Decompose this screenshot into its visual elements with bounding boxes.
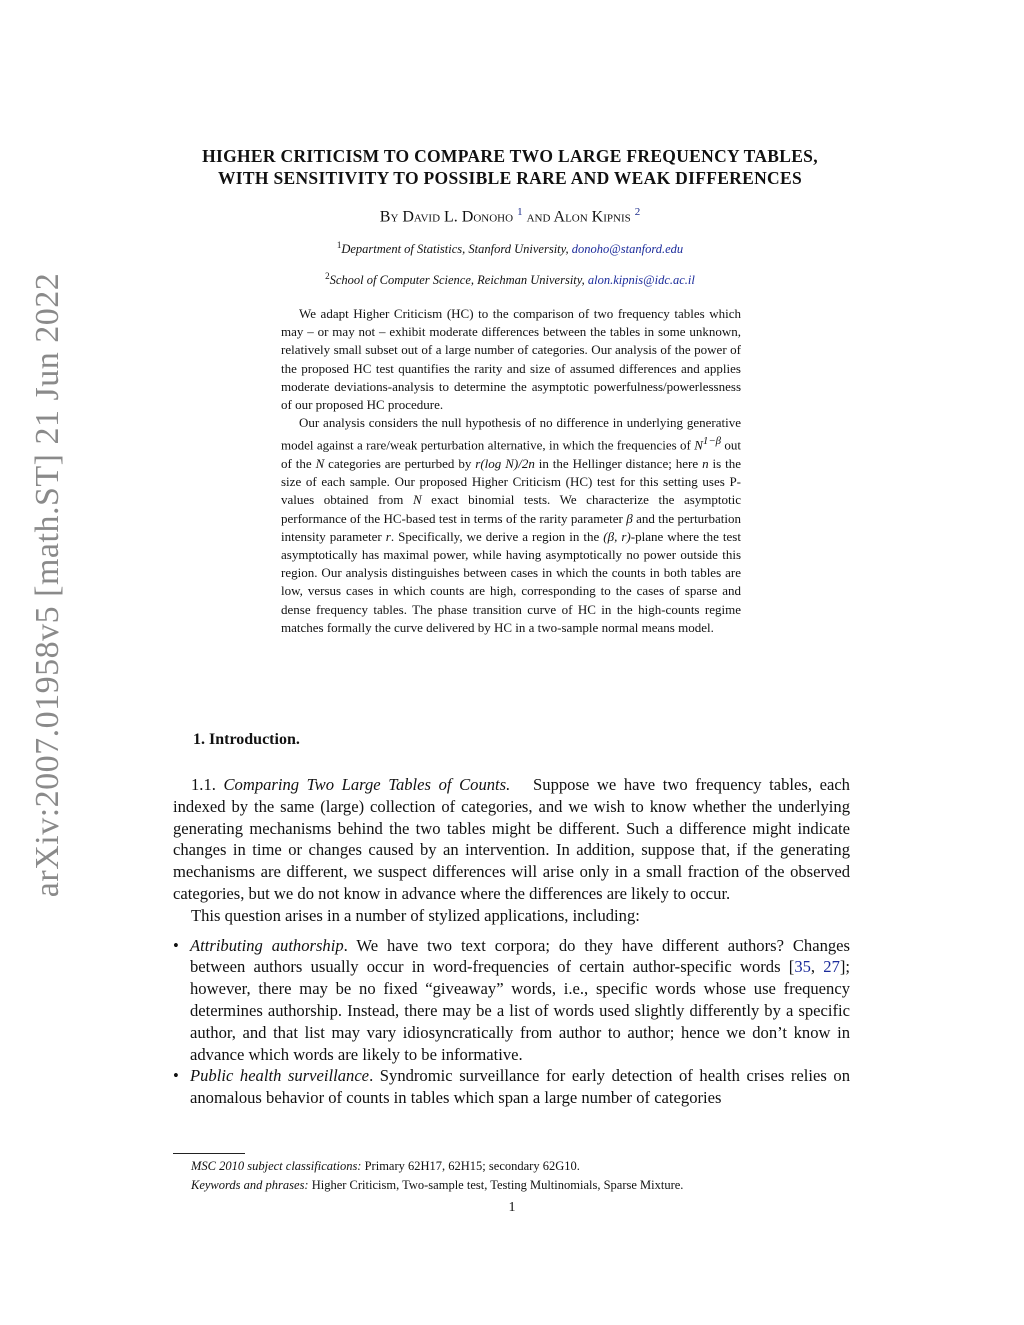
abstract-paragraph-1: We adapt Higher Criticism (HC) to the comparison of two frequency tables which may – or may not – exhibit moderate differences between the tables in some unknown, relatively small subset out of a large number of categories. Our analysis of the power of the proposed HC test quantifies the rarity and size of assumed differences and applies moderate deviations-analysis to determine the asymptotic powerfulness/powerlessness of our proposed HC procedure. (281, 306, 741, 413)
footnote-keywords (191, 1177, 851, 1194)
affiliation-2-marker: 2 (325, 271, 330, 281)
author-affil-ref-2[interactable]: 2 (634, 206, 641, 218)
abstract-text: out of the (281, 437, 741, 471)
page-number: 1 (508, 1200, 516, 1215)
arxiv-identifier: arXiv:2007.01958v5 [math.ST] 21 Jun 2022 (29, 272, 66, 898)
citation-link[interactable]: 27 (823, 957, 840, 977)
abstract-text: categories are perturbed by (324, 455, 476, 471)
footnote-msc (191, 1158, 851, 1175)
email-link-kipnis[interactable]: alon.kipnis@idc.ac.il (587, 273, 695, 288)
abstract-text: exact binomial tests. We characterize the asymptotic performance of the HC-based test in terms of the rarity parameter (281, 492, 742, 526)
author-affil-ref-1[interactable]: 1 (517, 206, 523, 218)
affiliation-1-text: Department of Statistics, Stanford University, (341, 242, 572, 257)
intro-text: Suppose we have two frequency tables, each indexed by the same (large) collection of categories, and we wish to know whether the underlying generating mechanisms behind the two tables might be different. Such a difference might indicate changes in time or changes caused by an intervention. In addition, suppose that, if the generating mechanisms are different, we suspect differences will arise only in a small fraction of the observed categories, but we do not know in advance where the differences are likely to occur. (173, 775, 850, 903)
abstract-text: Our analysis considers the null hypothesis of no difference in underlying generative model against a rare/weak perturbation alternative, in which the frequencies of (281, 415, 741, 453)
bullet-title: Attributing authorship (190, 935, 344, 955)
math-r: r (385, 528, 391, 544)
subsection-title: Comparing Two Large Tables of Counts. (223, 775, 511, 794)
footnote-divider (173, 1153, 245, 1154)
intro-paragraph-1 (173, 774, 850, 905)
introduction-body (173, 774, 850, 1109)
bullet-text: . Syndromic surveillance for early detection of health crises relies on anomalous behavior of counts in tables which span a large number of categories (190, 1066, 851, 1108)
affiliation-1 (140, 240, 880, 257)
abstract-text: -plane where the test asymptotically has maximal power, while having asymptotically no power outside this region. Our analysis distinguishes between cases in which the counts in both tables are low, versus cases in which counts are high, corresponding to the cases of sparse and dense frequency tables. The phase transition curve of HC in the high-counts regime matches formally the curve delivered by HC in a two-sample normal means model. (281, 528, 741, 635)
math-N: N (412, 492, 422, 508)
author-line (140, 206, 880, 226)
intro-paragraph-2: This question arises in a number of stylized applications, including: (191, 905, 640, 925)
title-line-1: HIGHER CRITICISM TO COMPARE TWO LARGE FREQUENCY TABLES, (202, 146, 818, 166)
email-link-donoho[interactable]: donoho@stanford.edu (571, 242, 684, 257)
math-beta-r-plane: (β, r) (603, 528, 631, 544)
math-n: n (702, 455, 709, 471)
abstract-paragraph-2 (281, 414, 741, 637)
math-exponent: 1−β (702, 435, 722, 448)
section-heading-introduction: 1. Introduction. (193, 731, 300, 748)
abstract-text: . Specifically, we derive a region in the (390, 528, 604, 544)
author-kipnis: and Alon Kipnis (526, 208, 631, 226)
math-beta: β (626, 510, 633, 526)
paper-title (140, 145, 880, 189)
affiliation-2 (140, 271, 880, 288)
author-donoho: By David L. Donoho (379, 208, 514, 226)
list-item-public-health (173, 1065, 850, 1109)
math-N: N (694, 437, 703, 453)
subsection-number: 1.1. (191, 775, 216, 794)
math-N: N (315, 455, 325, 471)
title-line-2: WITH SENSITIVITY TO POSSIBLE RARE AND WEAK DIFFERENCES (218, 168, 802, 188)
abstract-text: and the perturbation intensity parameter (281, 510, 742, 544)
abstract (281, 305, 741, 637)
abstract-text: is the size of each sample. Our proposed Higher Criticism (HC) test for this setting uses P-values obtained from (281, 455, 741, 508)
footnote-keywords-label: Keywords and phrases: (191, 1178, 309, 1192)
math-perturbation: r(log N)/2n (475, 455, 535, 471)
list-item-authorship (173, 935, 850, 1066)
applications-list (173, 935, 850, 1109)
footnote-msc-value: Primary 62H17, 62H15; secondary 62G10. (361, 1159, 580, 1173)
bullet-text: . We have two text corpora; do they have different authors? Changes between authors usually occur in word-frequencies of certain author-specific words [ (190, 935, 850, 977)
affiliation-1-marker: 1 (336, 240, 342, 250)
arxiv-stamp (18, 170, 78, 1000)
bullet-text: ]; however, there may be no fixed “giveaway” words, i.e., specific words whose use frequency determines authorship. Instead, there may be a list of words used slightly differently by a specific author, and that list may vary idiosyncratically from author to author; hence we don’t know in advance which words are likely to be informative. (190, 957, 851, 1064)
citation-link[interactable]: 35 (794, 957, 811, 977)
bullet-title: Public health surveillance (190, 1066, 370, 1086)
affiliation-2-text: School of Computer Science, Reichman University, (329, 273, 588, 288)
footnote-keywords-value: Higher Criticism, Two-sample test, Testing Multinomials, Sparse Mixture. (308, 1178, 684, 1192)
abstract-text: in the Hellinger distance; here (534, 455, 703, 471)
footnote-msc-label: MSC 2010 subject classifications: (191, 1159, 362, 1173)
bullet-text: , (810, 957, 824, 977)
